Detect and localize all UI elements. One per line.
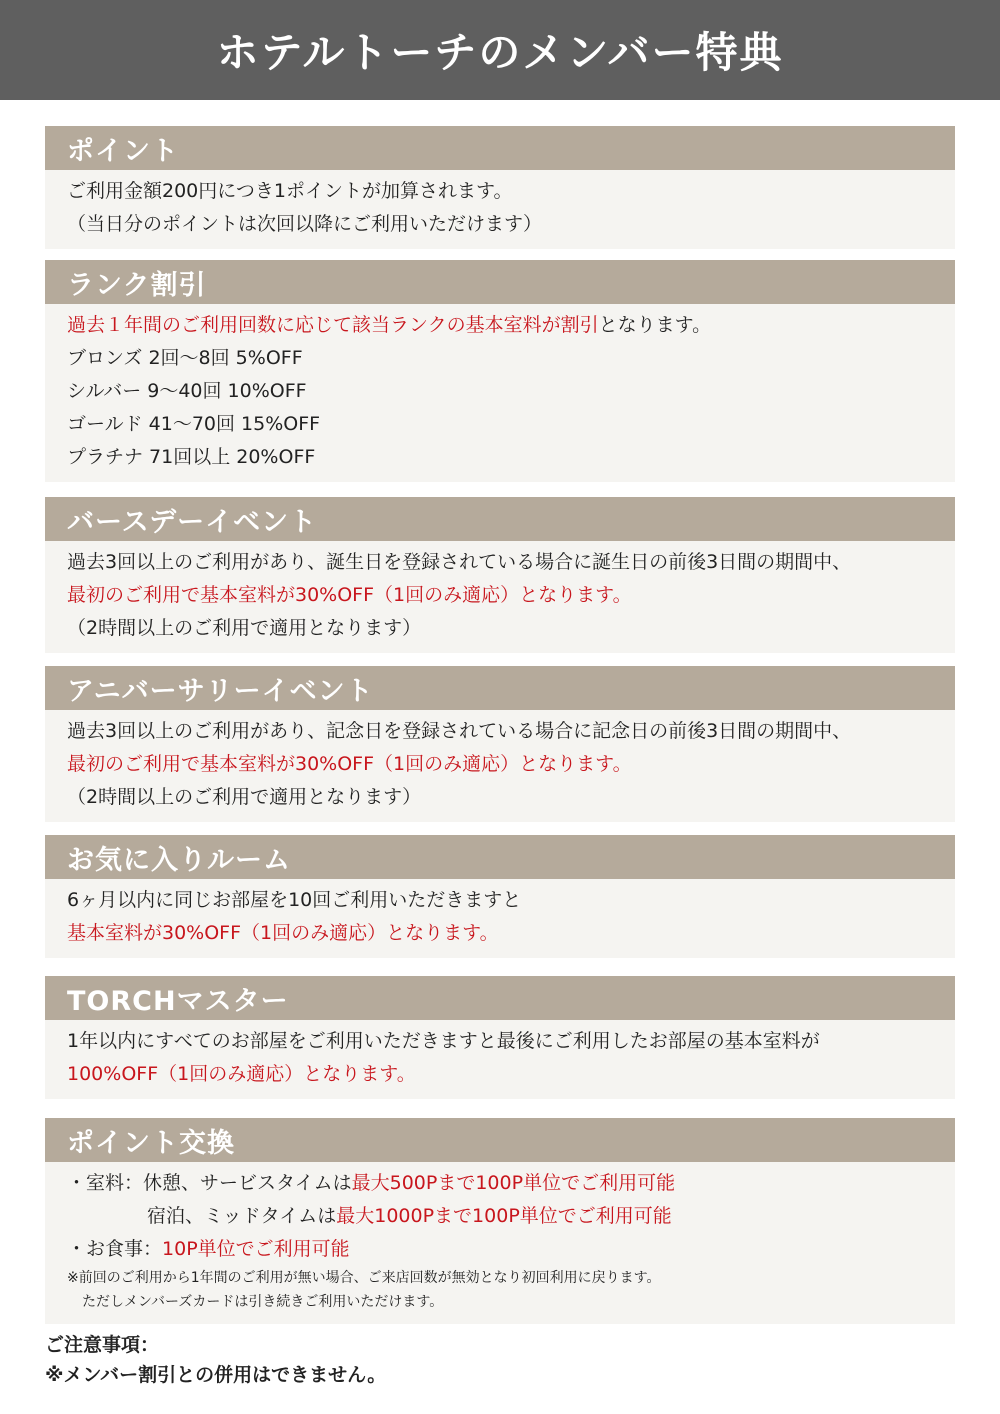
rank-intro-highlight: 過去１年間のご利用回数に応じて該当ランクの基本室料が割引 <box>67 314 599 336</box>
anniversary-highlight: 最初のご利用で基本室料が30%OFF（1回のみ適応）となります。 <box>67 753 632 775</box>
anniversary-note: （2時間以上のご利用で適用となります） <box>67 786 422 808</box>
master-highlight: 100%OFF（1回のみ適応）となります。 <box>67 1063 416 1085</box>
page-title: ホテルトーチのメンバー特典 <box>216 28 784 77</box>
section-heading: お気に入りルーム <box>45 835 955 879</box>
section-body <box>45 541 955 653</box>
exchange-room-label: ・室料：休憩、サービスタイムは <box>67 1172 352 1194</box>
section-point-exchange <box>45 1118 955 1324</box>
birthday-highlight: 最初のご利用で基本室料が30%OFF（1回のみ適応）となります。 <box>67 584 632 606</box>
section-point <box>45 126 955 249</box>
section-body <box>45 304 955 482</box>
exchange-stay-line <box>67 1200 933 1233</box>
section-body <box>45 1162 955 1324</box>
master-text: 1年以内にすべてのお部屋をご利用いただきますと最後にご利用したお部屋の基本室料が <box>67 1030 820 1052</box>
exchange-stay-label: 宿泊、ミッドタイムは <box>147 1205 337 1227</box>
exchange-stay-highlight: 最大1000Pまで100P単位でご利用可能 <box>336 1205 672 1227</box>
birthday-note: （2時間以上のご利用で適用となります） <box>67 617 422 639</box>
exchange-meal-line <box>67 1233 933 1266</box>
exchange-meal-label: ・お食事： <box>67 1238 163 1260</box>
section-body <box>45 1020 955 1099</box>
section-body <box>45 879 955 958</box>
birthday-text: 過去3回以上のご利用があり、誕生日を登録されている場合に誕生日の前後3日間の期間中、 <box>67 551 852 573</box>
rank-intro-rest: となります。 <box>598 314 712 336</box>
section-body <box>45 170 955 249</box>
caution-title: ご注意事項： <box>45 1334 160 1356</box>
anniversary-text: 過去3回以上のご利用があり、記念日を登録されている場合に記念日の前後3日間の期間中、 <box>67 720 852 742</box>
section-rank <box>45 260 955 482</box>
rank-tier-silver: シルバー 9〜40回 10%OFF <box>67 380 307 402</box>
exchange-note: ※前回のご利用から1年間のご利用が無い場合、ご来店回数が無効となり初回利用に戻ります。 <box>67 1270 661 1286</box>
exchange-note-cont: ただしメンバーズカードは引き続きご利用いただけます。 <box>82 1294 444 1310</box>
section-body <box>45 710 955 822</box>
rank-intro <box>67 309 933 342</box>
section-heading: アニバーサリーイベント <box>45 666 955 710</box>
section-birthday <box>45 497 955 653</box>
caution-text: ※メンバー割引との併用はできません。 <box>45 1364 387 1386</box>
section-favorite-room <box>45 835 955 958</box>
rank-tier-gold: ゴールド 41〜70回 15%OFF <box>67 413 321 435</box>
caution-notes <box>45 1330 955 1390</box>
favorite-text: 6ヶ月以内に同じお部屋を10回ご利用いただきますと <box>67 889 522 911</box>
page-header <box>0 0 1000 100</box>
rank-tier-bronze: ブロンズ 2回〜8回 5%OFF <box>67 347 303 369</box>
section-heading: TORCHマスター <box>45 976 955 1020</box>
rank-tier-platinum: プラチナ 71回以上 20%OFF <box>67 446 316 468</box>
exchange-room-highlight: 最大500Pまで100P単位でご利用可能 <box>351 1172 676 1194</box>
exchange-room-line <box>67 1167 933 1200</box>
section-torch-master <box>45 976 955 1099</box>
section-heading: バースデーイベント <box>45 497 955 541</box>
point-text: ご利用金額200円につき1ポイントが加算されます。 <box>67 180 513 202</box>
favorite-highlight: 基本室料が30%OFF（1回のみ適応）となります。 <box>67 922 499 944</box>
section-heading: ポイント <box>45 126 955 170</box>
section-anniversary <box>45 666 955 822</box>
point-note: （当日分のポイントは次回以降にご利用いただけます） <box>67 213 543 235</box>
section-heading: ランク割引 <box>45 260 955 304</box>
section-heading: ポイント交換 <box>45 1118 955 1162</box>
exchange-meal-highlight: 10P単位でご利用可能 <box>162 1238 350 1260</box>
